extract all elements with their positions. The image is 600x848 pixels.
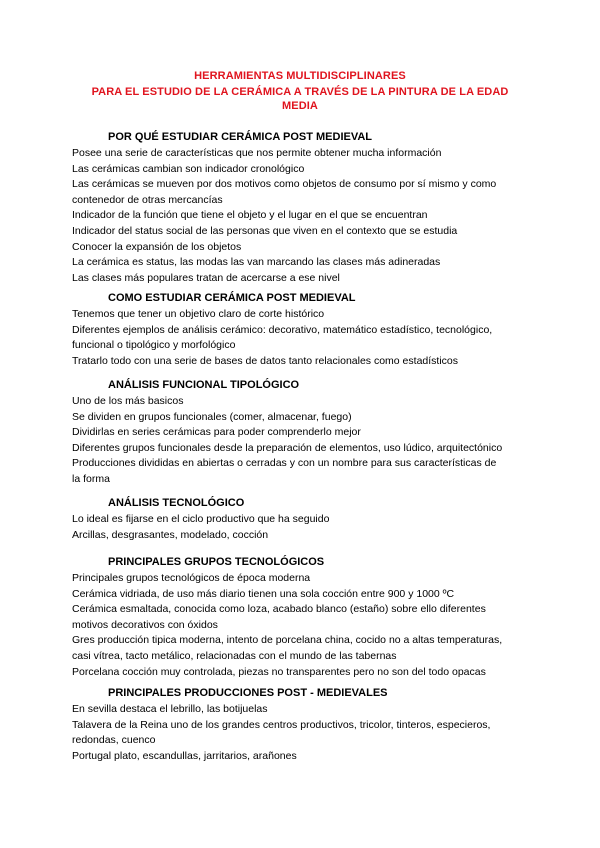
paragraph-line: Cerámica vidriada, de uso más diario tienen una sola cocción entre 900 y 1000 ºC: [72, 587, 455, 600]
document-title-line-3: MEDIA: [282, 100, 318, 112]
section-post-medieval-productions: [72, 686, 542, 764]
paragraph-line: la forma: [72, 472, 110, 485]
paragraph-line: Dividirlas en series cerámicas para poder comprenderlo mejor: [72, 426, 361, 439]
paragraph-line: Principales grupos tecnológicos de época moderna: [72, 572, 311, 584]
paragraph-line: motivos decorativos con óxidos: [72, 618, 218, 631]
section-heading: COMO ESTUDIAR CERÁMICA POST MEDIEVAL: [108, 292, 356, 304]
paragraph-line: Talavera de la Reina uno de los grandes centros productivos, tricolor, tinteros, especieros,: [72, 718, 491, 731]
paragraph-line: Indicador de la función que tiene el objeto y el lugar en el que se encuentran: [72, 209, 428, 222]
paragraph-line: Tratarlo todo con una serie de bases de datos tanto relacionales como estadísticos: [72, 354, 459, 367]
document-title-line-1: HERRAMIENTAS MULTIDISCIPLINARES: [194, 70, 406, 82]
section-technological-analysis: [72, 496, 542, 543]
document-title-line-2: PARA EL ESTUDIO DE LA CERÁMICA A TRAVÉS DE LA PINTURA DE LA EDAD: [91, 86, 509, 98]
paragraph-line: Lo ideal es fijarse en el ciclo productivo que ha seguido: [72, 513, 330, 525]
paragraph-line: Diferentes grupos funcionales desde la preparación de elementos, uso lúdico, arquitectónico: [72, 441, 503, 454]
section-heading: POR QUÉ ESTUDIAR CERÁMICA POST MEDIEVAL: [108, 131, 373, 143]
paragraph-line: Porcelana cocción muy controlada, piezas no transparentes pero no son del todo opacas: [72, 665, 486, 678]
paragraph-line: Las clases más populares tratan de acercarse a ese nivel: [72, 271, 340, 284]
paragraph-line: En sevilla destaca el lebrillo, las botijuelas: [72, 703, 268, 715]
section-technological-groups: [72, 555, 542, 680]
section-heading: ANÁLISIS FUNCIONAL TIPOLÓGICO: [108, 379, 300, 391]
paragraph-line: Se dividen en grupos funcionales (comer, almacenar, fuego): [72, 410, 352, 423]
paragraph-line: Gres producción tipica moderna, intento de porcelana china, cocido no a altas temperaturas,: [72, 634, 503, 647]
paragraph-line: Cerámica esmaltada, conocida como loza, acabado blanco (estaño) sobre ello diferentes: [72, 603, 486, 616]
paragraph-line: Las cerámicas cambian son indicador cronológico: [72, 162, 305, 175]
paragraph-line: Producciones divididas en abiertas o cerradas y con un nombre para sus características de: [72, 457, 497, 470]
paragraph-line: Uno de los más basicos: [72, 395, 184, 407]
section-functional-analysis: [72, 378, 542, 488]
paragraph-line: Posee una serie de características que nos permite obtener mucha información: [72, 147, 442, 159]
section-heading: ANÁLISIS TECNOLÓGICO: [108, 497, 245, 509]
paragraph-line: Conocer la expansión de los objetos: [72, 240, 242, 253]
paragraph-line: La cerámica es status, las modas las van marcando las clases más adineradas: [72, 256, 441, 269]
paragraph-line: Portugal plato, escandullas, jarritarios, arañones: [72, 749, 297, 762]
section-heading: PRINCIPALES PRODUCCIONES POST - MEDIEVALES: [108, 687, 388, 699]
section-how-study: [72, 291, 542, 369]
paragraph-line: funcional o tipológico y morfológico: [72, 339, 236, 352]
section-why-study: [72, 130, 542, 286]
paragraph-line: redondas, cuenco: [72, 734, 156, 747]
paragraph-line: contenedor de otras mercancías: [72, 193, 223, 206]
paragraph-line: Arcillas, desgrasantes, modelado, cocción: [72, 528, 269, 541]
paragraph-line: Tenemos que tener un objetivo claro de corte histórico: [72, 308, 325, 320]
paragraph-line: casi vítrea, tacto metálico, relacionadas con el mundo de las tabernas: [72, 649, 397, 662]
paragraph-line: Indicador del status social de las personas que viven en el contexto que se estudia: [72, 224, 458, 237]
paragraph-line: Las cerámicas se mueven por dos motivos como objetos de consumo por sí mismo y como: [72, 178, 497, 191]
paragraph-line: Diferentes ejemplos de análisis cerámico: decorativo, matemático estadístico, tecnológico,: [72, 323, 493, 336]
section-heading: PRINCIPALES GRUPOS TECNOLÓGICOS: [108, 556, 325, 568]
